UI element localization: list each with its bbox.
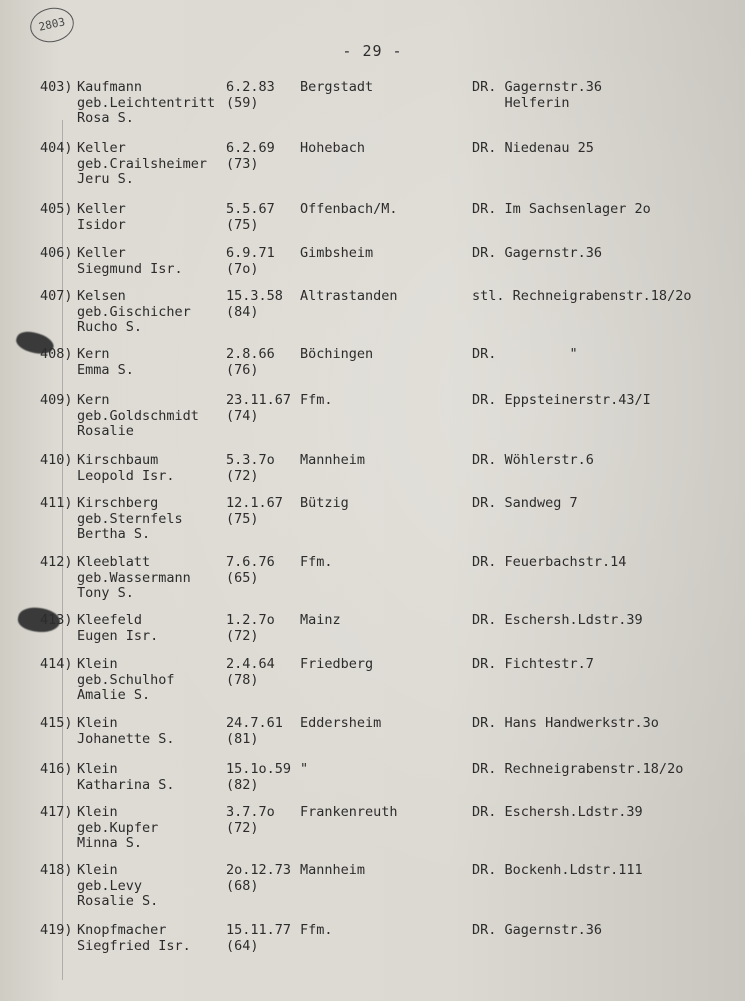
entry-birthdate: 7.6.76 (65) [226, 554, 275, 586]
entry-address: DR. Im Sachsenlager 2o [472, 201, 651, 217]
entry-number: 408) [40, 346, 73, 362]
entry-name: Kern geb.Goldschmidt Rosalie [77, 392, 199, 439]
entry-number: 416) [40, 761, 73, 777]
entry-birthplace: Böchingen [300, 346, 374, 362]
entry-birthdate: 3.7.7o (72) [226, 804, 275, 836]
entry-birthplace: Ffm. [300, 554, 333, 570]
entry-address: DR. Gagernstr.36 [472, 245, 603, 261]
entry-address: DR. Feuerbachstr.14 [472, 554, 627, 570]
entry-number: 406) [40, 245, 73, 261]
entry-address: DR. Hans Handwerkstr.3o [472, 715, 659, 731]
entry-number: 414) [40, 656, 73, 672]
entry-birthplace: Ffm. [300, 392, 333, 408]
entry-number: 412) [40, 554, 73, 570]
entry-address: DR. Wöhlerstr.6 [472, 452, 594, 468]
entry-number: 418) [40, 862, 73, 878]
entry-number: 415) [40, 715, 73, 731]
entry-birthplace: Offenbach/M. [300, 201, 398, 217]
entry-name: Kirschbaum Leopold Isr. [77, 452, 175, 484]
entry-birthplace: Mannheim [300, 452, 366, 468]
entry-number: 403) [40, 79, 73, 95]
entry-name: Kelsen geb.Gischicher Rucho S. [77, 288, 191, 335]
entry-name: Kern Emma S. [77, 346, 134, 378]
entry-address: DR. " [472, 346, 578, 362]
entry-address: DR. Fichtestr.7 [472, 656, 594, 672]
entry-birthdate: 2.4.64 (78) [226, 656, 275, 688]
entry-name: Keller geb.Crailsheimer Jeru S. [77, 140, 208, 187]
entry-birthplace: Eddersheim [300, 715, 382, 731]
entry-number: 411) [40, 495, 73, 511]
entry-name: Knopfmacher Siegfried Isr. [77, 922, 191, 954]
entry-birthplace: Frankenreuth [300, 804, 398, 820]
entry-birthplace: Altrastanden [300, 288, 398, 304]
entry-name: Kirschberg geb.Sternfels Bertha S. [77, 495, 183, 542]
entry-name: Klein Katharina S. [77, 761, 175, 793]
entry-number: 413) [40, 612, 73, 628]
entry-birthplace: Mainz [300, 612, 341, 628]
entry-birthdate: 15.11.77 (64) [226, 922, 292, 954]
entry-birthdate: 2.8.66 (76) [226, 346, 275, 378]
entry-name: Klein geb.Levy Rosalie S. [77, 862, 159, 909]
entry-number: 405) [40, 201, 73, 217]
entry-birthdate: 6.2.83 (59) [226, 79, 275, 111]
entry-birthplace: " [300, 761, 309, 777]
entry-birthdate: 24.7.61 (81) [226, 715, 283, 747]
entry-birthdate: 6.9.71 (7o) [226, 245, 275, 277]
entry-address: DR. Gagernstr.36 [472, 922, 603, 938]
entry-name: Keller Isidor [77, 201, 126, 233]
entry-birthplace: Mannheim [300, 862, 366, 878]
entry-number: 407) [40, 288, 73, 304]
entry-birthdate: 2o.12.73 (68) [226, 862, 292, 894]
entry-birthplace: Hohebach [300, 140, 366, 156]
entry-name: Kleefeld Eugen Isr. [77, 612, 159, 644]
entry-number: 410) [40, 452, 73, 468]
entry-birthdate: 23.11.67 (74) [226, 392, 292, 424]
entry-number: 409) [40, 392, 73, 408]
entry-address: DR. Niedenau 25 [472, 140, 594, 156]
entry-address: DR. Eschersh.Ldstr.39 [472, 612, 643, 628]
page-number: - 29 - [342, 42, 403, 60]
entry-birthplace: Ffm. [300, 922, 333, 938]
entry-birthplace: Friedberg [300, 656, 374, 672]
entry-address: stl. Rechneigrabenstr.18/2o [472, 288, 692, 304]
entry-name: Klein Johanette S. [77, 715, 175, 747]
entry-address: DR. Sandweg 7 [472, 495, 578, 511]
entry-birthdate: 12.1.67 (75) [226, 495, 283, 527]
entry-birthdate: 6.2.69 (73) [226, 140, 275, 172]
entry-birthdate: 1.2.7o (72) [226, 612, 275, 644]
entry-name: Kleeblatt geb.Wassermann Tony S. [77, 554, 191, 601]
entry-birthdate: 15.3.58 (84) [226, 288, 283, 320]
entry-number: 404) [40, 140, 73, 156]
entry-number: 419) [40, 922, 73, 938]
entry-address: DR. Rechneigrabenstr.18/2o [472, 761, 684, 777]
entry-birthdate: 15.1o.59 (82) [226, 761, 292, 793]
entry-birthplace: Bergstadt [300, 79, 374, 95]
entry-name: Keller Siegmund Isr. [77, 245, 183, 277]
entry-name: Klein geb.Kupfer Minna S. [77, 804, 159, 851]
entry-birthdate: 5.3.7o (72) [226, 452, 275, 484]
archive-stamp: 2803 [27, 4, 77, 46]
entry-address: DR. Eppsteinerstr.43/I [472, 392, 651, 408]
entry-address: DR. Gagernstr.36 Helferin [472, 79, 603, 111]
entry-address: DR. Eschersh.Ldstr.39 [472, 804, 643, 820]
entry-birthplace: Bützig [300, 495, 349, 511]
entry-birthplace: Gimbsheim [300, 245, 374, 261]
entry-address: DR. Bockenh.Ldstr.111 [472, 862, 643, 878]
entry-name: Klein geb.Schulhof Amalie S. [77, 656, 175, 703]
entry-birthdate: 5.5.67 (75) [226, 201, 275, 233]
entry-number: 417) [40, 804, 73, 820]
entry-name: Kaufmann geb.Leichtentritt Rosa S. [77, 79, 216, 126]
